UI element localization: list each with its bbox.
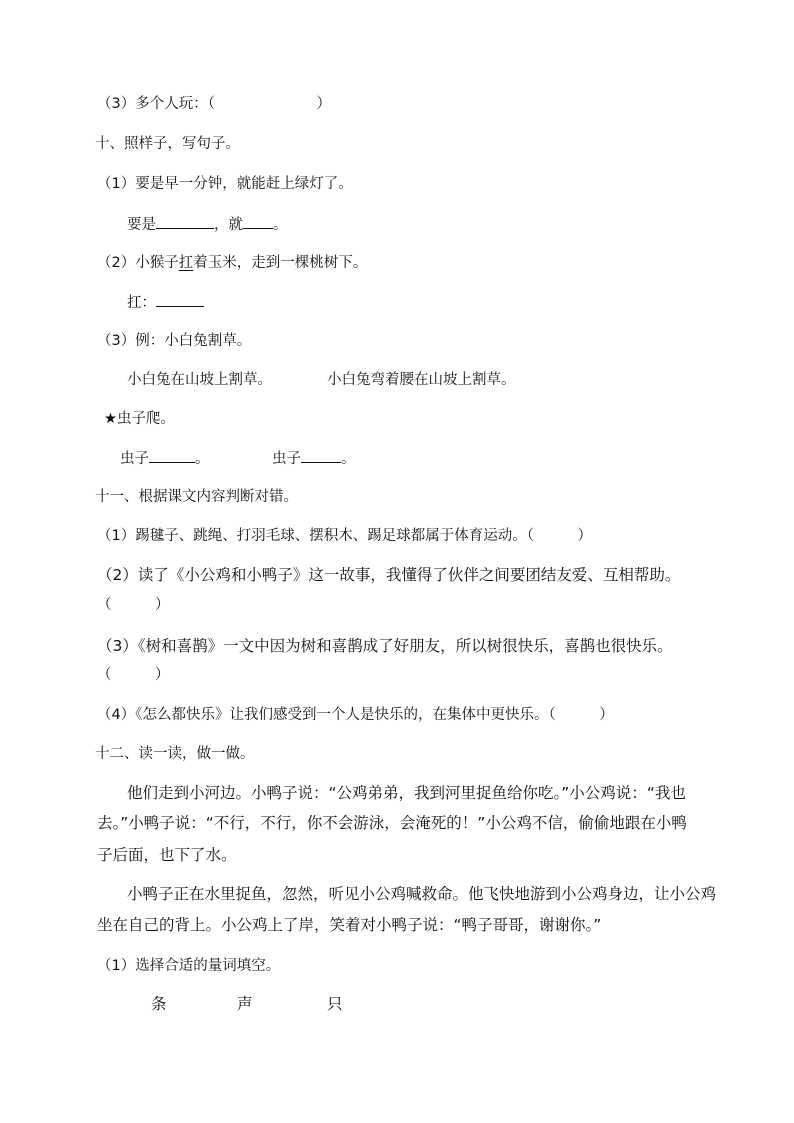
fill-prefix: 要是: [127, 217, 156, 233]
q11-item-2: （2）读了《小公鸡和小鸭子》这一故事，我懂得了伙伴之间要团结友爱、互相帮助。: [97, 566, 681, 584]
section-11-title: 十一、根据课文内容判断对错。: [95, 489, 298, 505]
q11-item-4: （4）《怎么都快乐》让我们感受到一个人是快乐的，在集体中更快乐。（ ）: [97, 707, 614, 723]
example-sentence-2: 小白兔弯着腰在山坡上割草。: [327, 372, 516, 388]
q10-item-1: （1）要是早一分钟，就能赶上绿灯了。: [97, 176, 353, 192]
passage-p2-line-2: 坐在自己的背上。小公鸡上了岸，笑着对小鸭子说：“鸭子哥哥，谢谢你。”: [97, 916, 602, 934]
q9-item-3: （3）多个人玩：（ ）: [97, 96, 331, 112]
blank-1[interactable]: [156, 214, 214, 229]
q10-item-2: （2）小猴子扛着玉米，走到一棵桃树下。: [97, 255, 368, 271]
q10-item-3: （3）例：小白兔割草。: [97, 333, 252, 349]
q11-item-2-paren: （ ）: [97, 597, 170, 613]
q11-item-1: （1）踢毽子、跳绳、打羽毛球、摆积木、踢足球都属于体育运动。（ ）: [97, 528, 592, 544]
blank-3[interactable]: [156, 292, 204, 307]
blank-4[interactable]: [149, 448, 195, 463]
passage-p1-line-1: 他们走到小河边。小鸭子说：“公鸡弟弟，我到河里捉鱼给你吃。”小公鸡说：“我也: [127, 784, 686, 802]
q10-item-2-fill: 扛：: [127, 292, 204, 313]
q11-item-3: （3）《树和喜鹊》一文中因为树和喜鹊成了好朋友，所以树很快乐，喜鹊也很快乐。: [97, 637, 673, 655]
bug-fill-1: 虫子 。: [120, 448, 210, 469]
q11-item-3-paren: （ ）: [97, 667, 170, 683]
example-sentence-1: 小白兔在山坡上割草。: [127, 372, 272, 388]
passage-p2-line-1: 小鸭子正在水里捉鱼，忽然，听见小公鸡喊救命。他飞快地游到小公鸡身边，让小公鸡: [127, 885, 717, 903]
bug-fill-2: 虫子 。: [272, 448, 356, 469]
passage-p1-line-3: 子后面，也下了水。: [97, 846, 237, 864]
star-prompt: ★虫子爬。: [104, 411, 175, 427]
passage-p1-line-2: 去。”小鸭子说：“不行，不行，你不会游泳，会淹死的！”小公鸡不信，偷偷地跟在小鸭: [97, 814, 687, 832]
section-12-title: 十二、读一读，做一做。: [95, 746, 255, 762]
q10-item-1-fill: 要是 ，就 。: [127, 214, 288, 235]
measure-word-2: 声: [237, 995, 253, 1013]
blank-2[interactable]: [243, 214, 273, 229]
measure-word-1: 条: [151, 995, 167, 1013]
measure-word-3: 只: [327, 995, 343, 1013]
blank-5[interactable]: [301, 448, 341, 463]
q12-item-1: （1）选择合适的量词填空。: [97, 958, 281, 974]
fill-mid: ，就: [214, 217, 243, 233]
underlined-word: 扛: [178, 255, 194, 271]
section-10-title: 十、照样子，写句子。: [95, 136, 240, 152]
